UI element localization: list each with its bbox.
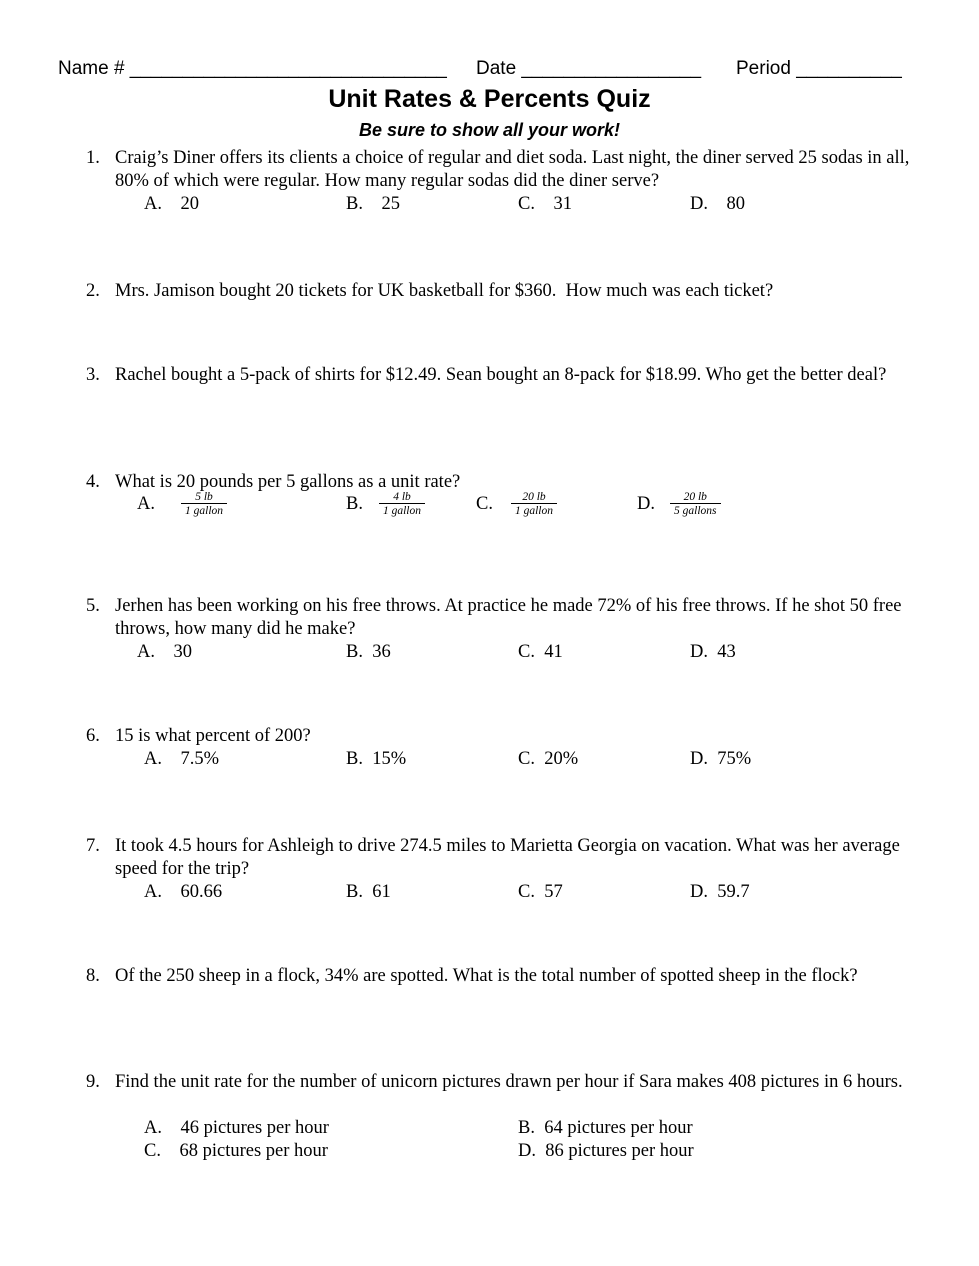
fraction [670, 491, 721, 517]
date-field-label[interactable]: Date _________________ [476, 58, 702, 79]
fraction-numerator: 4 lb [393, 491, 411, 503]
fraction-denominator: 5 gallons [670, 503, 721, 517]
question-text: 15 is what percent of 200? [115, 726, 311, 746]
fraction [181, 491, 227, 517]
question-text: Jerhen has been working on his free throws. At practice he made 72% of his free throws. If he shot 50 free throws, how many did he make? [115, 596, 902, 639]
choice-a[interactable]: A. 30 [137, 642, 192, 662]
fraction-numerator: 20 lb [683, 491, 707, 503]
choice-b[interactable]: B. 25 [346, 194, 400, 214]
question-number: 2. [86, 281, 100, 301]
choice-b[interactable] [346, 491, 425, 517]
choice-b[interactable]: B. 64 pictures per hour [518, 1118, 693, 1138]
fraction [379, 491, 425, 517]
choice-a[interactable]: A. 60.66 [144, 882, 223, 902]
choice-d[interactable]: D. 43 [690, 642, 736, 662]
page-title: Unit Rates & Percents Quiz [328, 85, 651, 113]
choice-c[interactable]: C. 31 [518, 194, 572, 214]
fraction-numerator: 5 lb [195, 491, 213, 503]
question-text: It took 4.5 hours for Ashleigh to drive 274.5 miles to Marietta Georgia on vacation. What was her average speed for the trip? [115, 836, 900, 879]
question-number: 5. [86, 596, 100, 616]
choice-c[interactable]: C. 20% [518, 749, 579, 769]
question-text: Rachel bought a 5-pack of shirts for $12.49. Sean bought an 8-pack for $18.99. Who get the better deal? [115, 365, 887, 385]
choice-a[interactable]: A. 46 pictures per hour [144, 1118, 329, 1138]
choice-letter: B. [346, 493, 363, 514]
choice-d[interactable] [637, 491, 721, 517]
choice-c[interactable]: C. 57 [518, 882, 563, 902]
question-number: 6. [86, 726, 100, 746]
question-text: What is 20 pounds per 5 gallons as a unit rate? [115, 472, 461, 492]
choice-d[interactable]: D. 86 pictures per hour [518, 1141, 694, 1161]
question-text: Find the unit rate for the number of unicorn pictures drawn per hour if Sara makes 408 pictures in 6 hours. [115, 1072, 903, 1092]
fraction-numerator: 20 lb [522, 491, 546, 503]
choice-c[interactable] [476, 491, 557, 517]
question-number: 9. [86, 1072, 100, 1092]
choice-c[interactable]: C. 41 [518, 642, 563, 662]
choice-b[interactable]: B. 61 [346, 882, 391, 902]
question-number: 7. [86, 836, 100, 856]
question-number: 1. [86, 148, 100, 168]
fraction-denominator: 1 gallon [379, 503, 425, 517]
fraction-denominator: 1 gallon [511, 503, 557, 517]
question-text: Mrs. Jamison bought 20 tickets for UK basketball for $360. How much was each ticket? [115, 281, 774, 301]
choice-b[interactable]: B. 36 [346, 642, 391, 662]
choice-d[interactable]: D. 80 [690, 194, 745, 214]
choice-a[interactable] [137, 491, 227, 517]
choice-letter: C. [476, 493, 493, 514]
fraction [511, 491, 557, 517]
choice-c[interactable]: C. 68 pictures per hour [144, 1141, 328, 1161]
choice-a[interactable]: A. 20 [144, 194, 199, 214]
question-number: 8. [86, 966, 100, 986]
page-subtitle: Be sure to show all your work! [358, 120, 621, 140]
question-text: Craig’s Diner offers its clients a choice of regular and diet soda. Last night, the diner served 25 sodas in all, 80% of which were regular. How many regular sodas did the diner serve? [115, 148, 910, 191]
fraction-denominator: 1 gallon [181, 503, 227, 517]
choice-a[interactable]: A. 7.5% [144, 749, 220, 769]
choice-letter: D. [637, 493, 655, 514]
choice-d[interactable]: D. 59.7 [690, 882, 750, 902]
choice-d[interactable]: D. 75% [690, 749, 752, 769]
choice-letter: A. [137, 493, 155, 514]
name-field-label[interactable]: Name # ______________________________ [58, 58, 447, 79]
period-field-label[interactable]: Period __________ [736, 58, 902, 79]
choice-b[interactable]: B. 15% [346, 749, 407, 769]
question-text: Of the 250 sheep in a flock, 34% are spotted. What is the total number of spotted sheep in the flock? [115, 966, 858, 986]
question-number: 3. [86, 365, 100, 385]
question-number: 4. [86, 472, 100, 492]
